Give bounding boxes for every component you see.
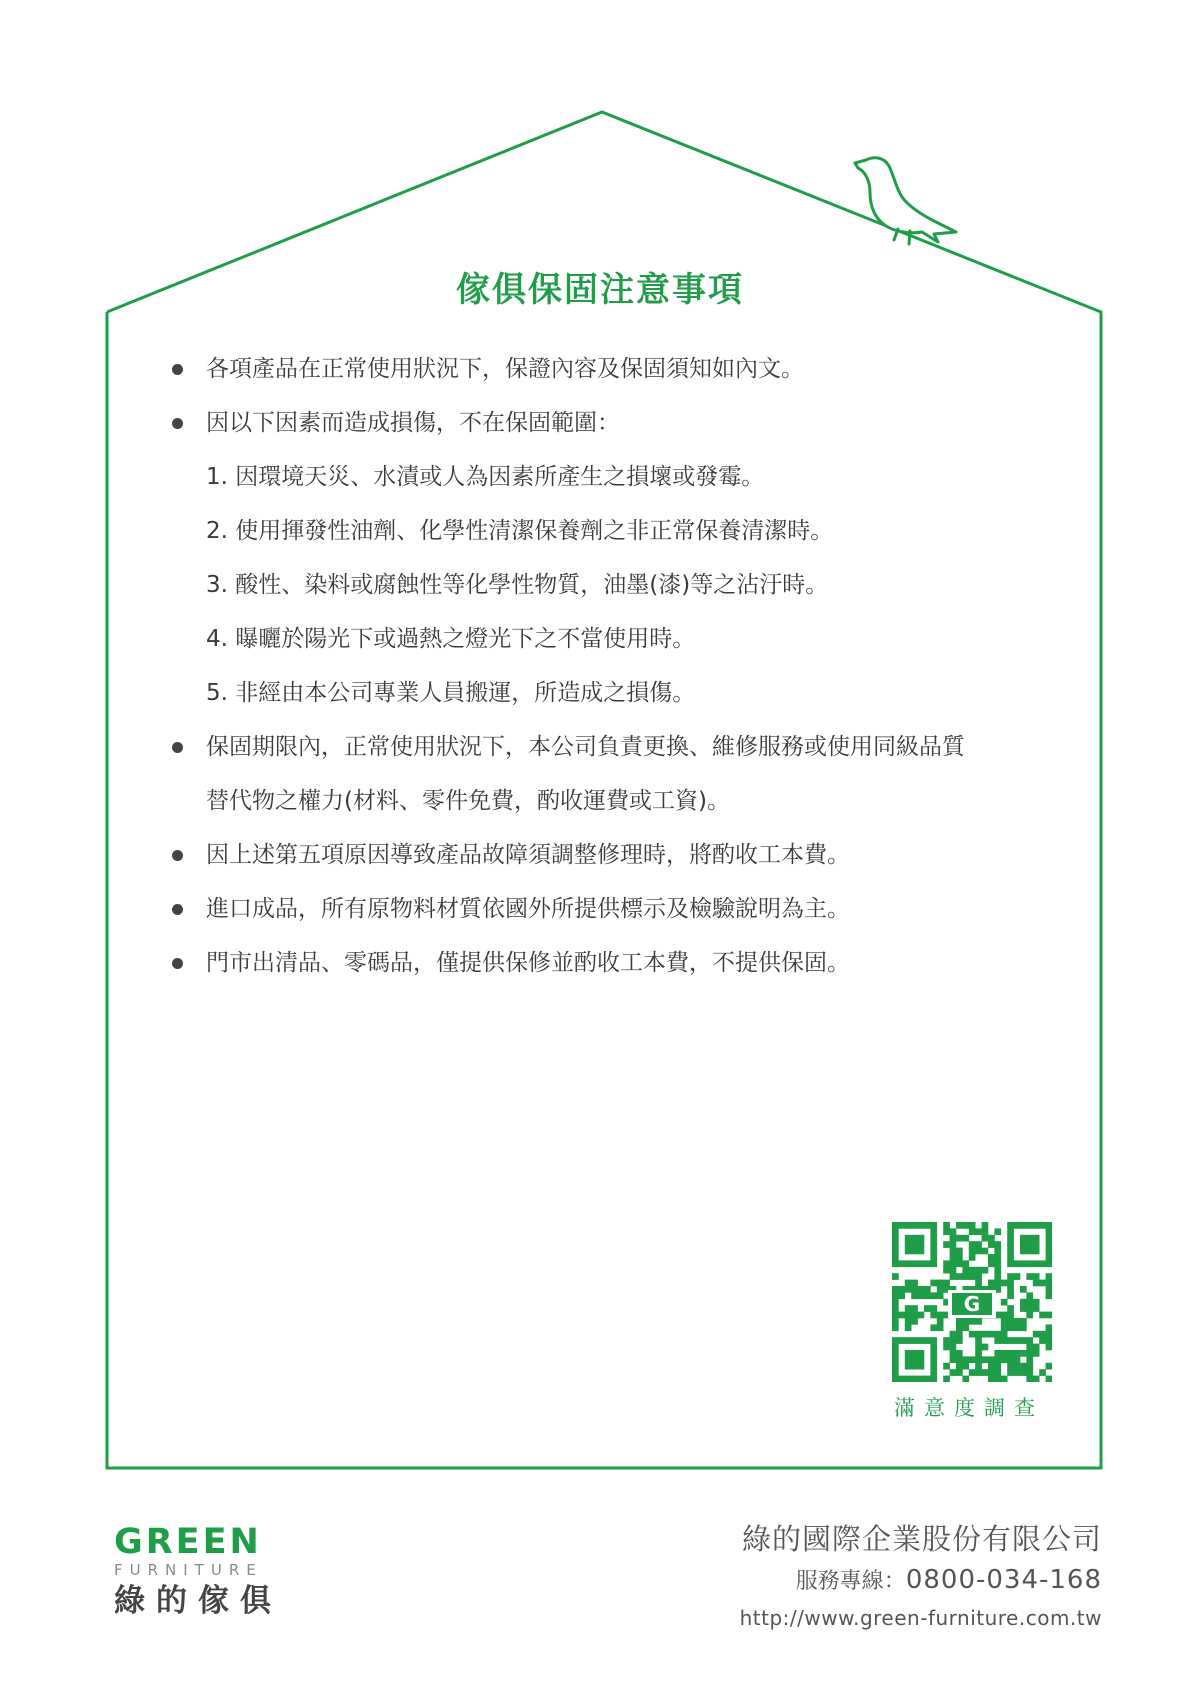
list-item [174, 828, 1074, 882]
list-item-text: 進口成品，所有原物料材質依國外所提供標示及檢驗說明為主。 [206, 896, 850, 922]
sub-item: 1. 因環境天災、水漬或人為因素所產生之損壞或發霉。 [206, 464, 765, 490]
service-phone [796, 1564, 1102, 1595]
list-item-text: 因以下因素而造成損傷，不在保固範圍： [206, 410, 620, 436]
company-name: 綠的國際企業股份有限公司 [741, 1522, 1102, 1556]
list-item [174, 396, 1074, 450]
qr-center-letter: G [963, 1292, 981, 1316]
sub-item: 5. 非經由本公司專業人員搬運，所造成之損傷。 [206, 680, 696, 706]
notice-list [174, 342, 1074, 990]
logo-chinese: 綠的傢俱 [114, 1583, 282, 1619]
sub-item: 2. 使用揮發性油劑、化學性清潔保養劑之非正常保養清潔時。 [206, 518, 834, 544]
phone-label: 服務專線： [795, 1569, 906, 1594]
qr-code-icon[interactable] [892, 1222, 1052, 1382]
list-item [174, 342, 1074, 396]
bullet-icon [172, 850, 183, 861]
list-item [174, 882, 1074, 936]
logo-brand: GREEN [114, 1522, 262, 1562]
list-item-text: 門市出清品、零碼品，僅提供保修並酌收工本費，不提供保固。 [206, 950, 850, 976]
list-item-text: 保固期限內，正常使用狀況下，本公司負責更換、維修服務或使用同級品質 [206, 734, 965, 760]
survey-label[interactable]: 滿意度調查 [894, 1396, 1044, 1420]
bullet-icon [172, 364, 183, 375]
sub-item: 3. 酸性、染料或腐蝕性等化學性物質，油墨(漆)等之沾汙時。 [206, 572, 829, 598]
sub-item: 4. 曝曬於陽光下或過熱之燈光下之不當使用時。 [206, 626, 696, 652]
page-title: 傢俱保固注意事項 [456, 270, 744, 310]
list-item-text: 各項產品在正常使用狀況下，保證內容及保固須知如內文。 [206, 356, 804, 382]
phone-number[interactable]: 0800-034-168 [905, 1565, 1102, 1595]
website-link[interactable]: http://www.green-furniture.com.tw [739, 1606, 1102, 1630]
list-item-continuation: 替代物之權力(材料、零件免費，酌收運費或工資)。 [206, 788, 730, 814]
bullet-icon [172, 904, 183, 915]
logo-sub: FURNITURE [114, 1561, 263, 1579]
brand-logo [114, 1522, 282, 1621]
bullet-icon [172, 958, 183, 969]
list-item [174, 936, 1074, 990]
bullet-icon [172, 742, 183, 753]
bullet-icon [172, 418, 183, 429]
list-item-text: 因上述第五項原因導致產品故障須調整修理時，將酌收工本費。 [206, 842, 850, 868]
bird-icon [855, 158, 956, 244]
list-item [174, 720, 1074, 774]
